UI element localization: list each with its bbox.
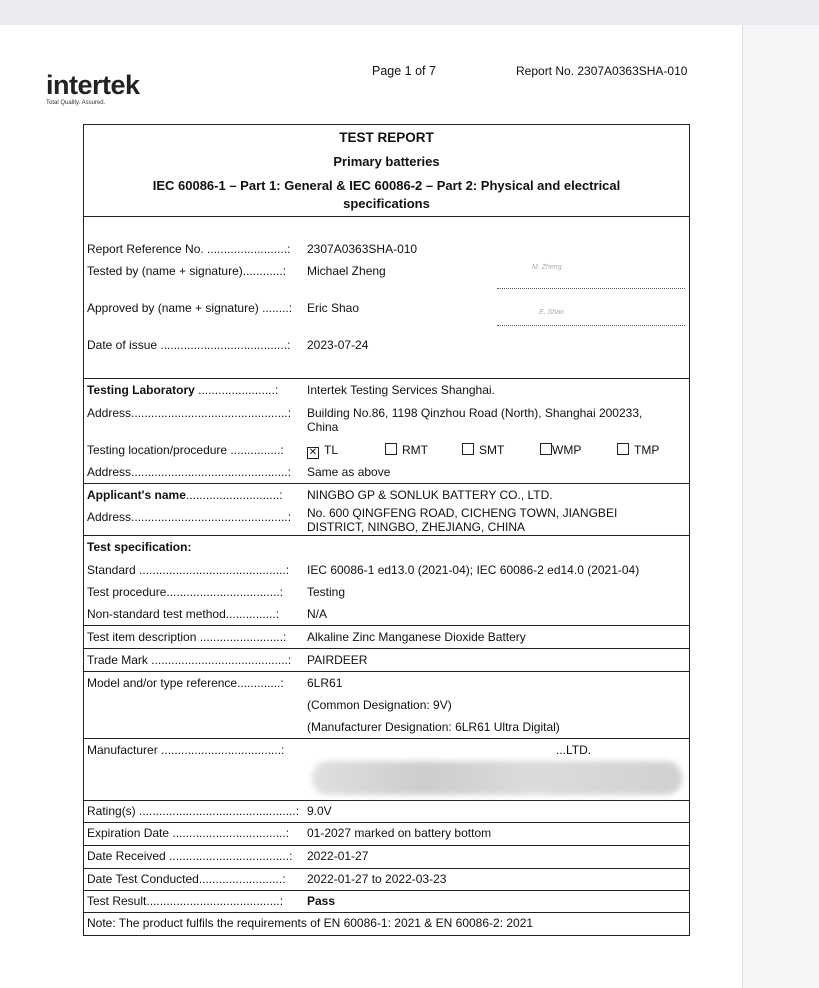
option-label: TL	[324, 443, 339, 457]
option-label: WMP	[552, 443, 582, 457]
location-checkbox-tl[interactable]	[307, 443, 338, 459]
logo-tagline: Total Quality. Assured.	[46, 100, 106, 106]
label: Test Result........................................:	[87, 894, 284, 908]
signature-approved: E. Shao	[539, 309, 564, 316]
checkbox-checked-icon: ✕	[308, 447, 318, 458]
label: Report Reference No. ........................:	[87, 242, 291, 256]
label: Applicant's name	[87, 488, 186, 502]
option-label: TMP	[634, 443, 660, 457]
label: Date Received ....................................:	[87, 849, 293, 863]
label: Date of issue ......................................:	[87, 338, 291, 352]
divider	[84, 535, 689, 536]
divider	[84, 738, 689, 739]
value: 6LR61	[307, 676, 343, 690]
divider	[84, 483, 689, 484]
value: ...LTD.	[556, 743, 592, 757]
checkbox-icon	[385, 443, 397, 455]
label: Standard ............................................:	[87, 563, 290, 577]
value: N/A	[307, 607, 328, 621]
viewer-scroll-area[interactable]	[742, 25, 819, 988]
intertek-logo	[46, 72, 140, 106]
value: IEC 60086-1 ed13.0 (2021-04); IEC 60086-2 ed14.0 (2021-04)	[307, 563, 640, 577]
location-checkbox-wmp[interactable]	[540, 443, 581, 457]
value: 2307A0363SHA-010	[307, 242, 418, 256]
report-title: TEST REPORT	[339, 130, 434, 145]
value: 01-2027 marked on battery bottom	[307, 826, 492, 840]
label: Non-standard test method...............:	[87, 607, 280, 621]
divider	[84, 671, 689, 672]
value: 2022-01-27 to 2022-03-23	[307, 872, 447, 886]
option-label: SMT	[479, 443, 505, 457]
divider	[84, 845, 689, 846]
option-label: RMT	[402, 443, 428, 457]
value: No. 600 QINGFENG ROAD, CICHENG TOWN, JIANGBEI	[307, 506, 618, 520]
divider	[84, 800, 689, 801]
value: Testing	[307, 585, 346, 599]
divider	[84, 625, 689, 626]
checkbox-icon	[462, 443, 474, 455]
signature-tested: M. Zheng	[532, 264, 562, 271]
note: Note: The product fulfils the requirements of EN 60086-1: 2021 & EN 60086-2: 2021	[87, 916, 534, 930]
divider	[84, 216, 689, 217]
value: Same as above	[307, 465, 391, 479]
label: Rating(s) ...............................................:	[87, 804, 300, 818]
value: PAIRDEER	[307, 653, 368, 667]
divider	[84, 868, 689, 869]
value: 2023-07-24	[307, 338, 369, 352]
label: Address...............................................:	[87, 406, 292, 420]
location-checkbox-smt[interactable]	[462, 443, 504, 457]
label: Test procedure..................................:	[87, 585, 284, 599]
label: Date Test Conducted.........................:	[87, 872, 286, 886]
divider	[84, 378, 689, 379]
value: Intertek Testing Services Shanghai.	[307, 383, 495, 397]
label: Testing Laboratory	[87, 383, 195, 397]
report-subtitle: Primary batteries	[333, 154, 440, 169]
label-dots: ............................:	[185, 488, 283, 502]
value: 2022-01-27	[307, 849, 369, 863]
checkbox-icon	[540, 443, 552, 455]
value: (Manufacturer Designation: 6LR61 Ultra Digital)	[307, 720, 560, 734]
standard-title: IEC 60086-1 – Part 1: General & IEC 60086-2 – Part 2: Physical and electrical	[152, 178, 621, 193]
label: Address...............................................:	[87, 465, 292, 479]
value: 9.0V	[307, 804, 332, 818]
standard-title-cont: specifications	[343, 196, 430, 211]
label: Tested by (name + signature)............:	[87, 264, 287, 278]
label: Expiration Date ..................................:	[87, 826, 290, 840]
value: Michael Zheng	[307, 264, 386, 278]
label: Manufacturer ....................................:	[87, 743, 285, 757]
value: Alkaline Zinc Manganese Dioxide Battery	[307, 630, 526, 644]
signature-line	[497, 288, 685, 289]
divider	[84, 822, 689, 823]
checkbox-icon	[617, 443, 629, 455]
report-number: Report No. 2307A0363SHA-010	[516, 64, 688, 78]
label: Test item description .........................:	[87, 630, 287, 644]
value: (Common Designation: 9V)	[307, 698, 452, 712]
divider	[84, 648, 689, 649]
location-checkbox-tmp[interactable]	[617, 443, 659, 457]
divider	[84, 890, 689, 891]
value: Eric Shao	[307, 301, 360, 315]
label: Testing location/procedure ...............:	[87, 443, 284, 457]
report-table	[83, 124, 690, 936]
location-checkbox-rmt[interactable]	[385, 443, 428, 457]
value: DISTRICT, NINGBO, ZHEJIANG, CHINA	[307, 520, 526, 534]
value: China	[307, 420, 339, 434]
test-result-value: Pass	[307, 894, 336, 908]
label-dots: .......................:	[198, 383, 279, 397]
label: Trade Mark .........................................:	[87, 653, 292, 667]
page-number: Page 1 of 7	[372, 64, 436, 78]
redacted-area	[312, 761, 682, 795]
label: Address...............................................:	[87, 510, 292, 524]
logo-text: intertek	[46, 70, 140, 100]
value: Building No.86, 1198 Qinzhou Road (North), Shanghai 200233,	[307, 406, 643, 420]
section-label: Test specification:	[87, 540, 192, 554]
label: Approved by (name + signature) ........:	[87, 301, 293, 315]
label: Model and/or type reference.............:	[87, 676, 284, 690]
value: NINGBO GP & SONLUK BATTERY CO., LTD.	[307, 488, 553, 502]
viewer-top-bar	[0, 0, 819, 25]
signature-line	[497, 325, 685, 326]
divider	[84, 912, 689, 913]
